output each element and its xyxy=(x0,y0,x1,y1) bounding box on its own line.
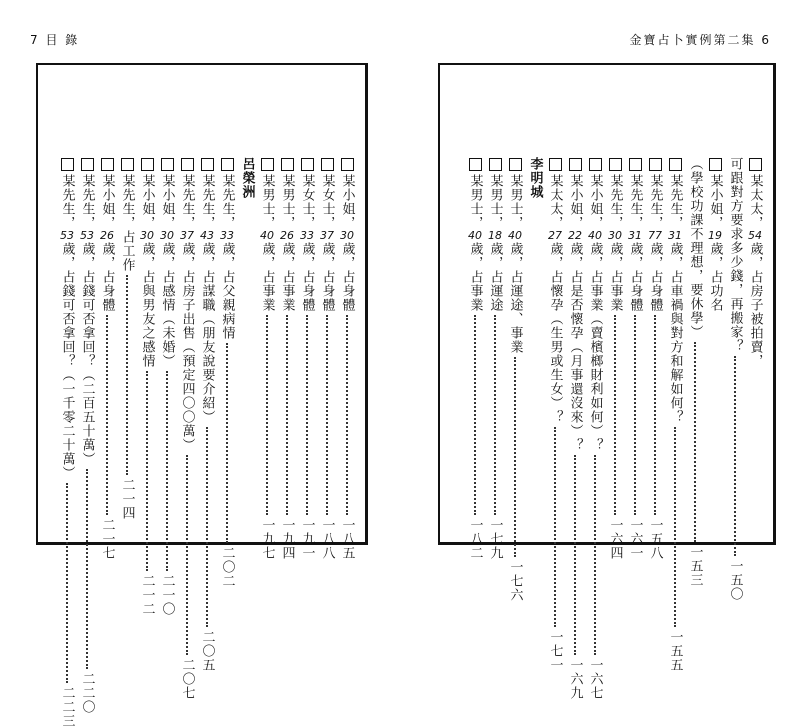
toc-page-number: 一八八 xyxy=(319,518,335,560)
toc-entry-age: 26 xyxy=(280,229,294,242)
checkbox-square-icon xyxy=(469,158,482,171)
toc-column xyxy=(605,157,625,560)
toc-entry-topic: 歲，占謀職（朋友說要介紹） xyxy=(199,242,215,424)
toc-column xyxy=(157,157,177,616)
leader-dots xyxy=(206,427,208,627)
toc-entry-age: 40 xyxy=(468,229,482,242)
leader-dots xyxy=(146,371,148,571)
toc-entry-subject: 某男士， xyxy=(467,174,483,230)
leader-dots xyxy=(286,315,288,515)
toc-entry-subject: 某小姐， xyxy=(339,174,355,230)
leader-dots xyxy=(654,315,656,515)
toc-page-number: 一五〇 xyxy=(727,559,743,601)
right-page-frame xyxy=(438,63,776,700)
toc-entry-age: 27 xyxy=(548,229,562,242)
toc-entry-subject: 某太太， xyxy=(547,174,563,230)
toc-entry-topic: 歲，占事業（賣檳榔財利如何）？ xyxy=(587,242,603,452)
toc-entry-topic: 歲，占父親病情 xyxy=(219,242,235,340)
toc-column xyxy=(217,157,237,588)
checkbox-square-icon xyxy=(101,158,114,171)
toc-entry-age: 37 xyxy=(180,229,194,242)
toc-page-number: 一六一 xyxy=(627,518,643,560)
checkbox-square-icon xyxy=(301,158,314,171)
toc-entry-subject: 某先生， xyxy=(607,174,623,230)
toc-entry-age: 33 xyxy=(220,229,234,242)
checkbox-square-icon xyxy=(649,158,662,171)
checkbox-square-icon xyxy=(221,158,234,171)
toc-entry-age: 53 xyxy=(80,229,94,242)
toc-page-number: 一五五 xyxy=(667,630,683,672)
toc-entry-topic: 歲，占身體 xyxy=(319,242,335,312)
toc-entry-topic: 歲，占是否懷孕（月事還沒來）？ xyxy=(567,242,583,452)
checkbox-square-icon xyxy=(629,158,642,171)
leader-dots xyxy=(186,455,188,655)
checkbox-square-icon xyxy=(609,158,622,171)
toc-page-number: 一七九 xyxy=(487,518,503,560)
checkbox-square-icon xyxy=(261,158,274,171)
toc-entry-subject: 某太太， xyxy=(747,174,763,230)
toc-entry-age: 31 xyxy=(668,229,682,242)
toc-entry-topic: 歲，占感情（未婚） xyxy=(159,242,175,368)
toc-page-number: 二二三 xyxy=(59,686,75,728)
toc-entry-subject: 某先生， xyxy=(219,174,235,230)
toc-column xyxy=(465,157,485,560)
toc-page-number: 二一七 xyxy=(99,518,115,560)
toc-entry-subject: 某先生， xyxy=(59,174,75,230)
page-header-right: 金寶占卜實例第二集 6 xyxy=(629,33,771,47)
toc-entry-topic: 占工作 xyxy=(119,230,135,272)
toc-page-number: 一六七 xyxy=(587,658,603,700)
toc-entry-age: 33 xyxy=(300,229,314,242)
leader-dots xyxy=(326,315,328,515)
checkbox-square-icon xyxy=(281,158,294,171)
toc-column xyxy=(565,157,585,700)
toc-column xyxy=(745,157,765,368)
toc-entry-age: 31 xyxy=(628,229,642,242)
checkbox-square-icon xyxy=(669,158,682,171)
toc-page-number: 一八二 xyxy=(467,518,483,560)
toc-entry-continuation: （學校功課不理想，要休學） xyxy=(687,157,703,339)
toc-column xyxy=(625,157,645,560)
toc-entry-age: 40 xyxy=(260,229,274,242)
toc-entry-subject: 某小姐， xyxy=(567,174,583,230)
leader-dots xyxy=(554,427,556,627)
leader-dots xyxy=(346,315,348,515)
toc-column xyxy=(645,157,665,560)
toc-page-number: 二一〇 xyxy=(159,574,175,616)
leader-dots xyxy=(266,315,268,515)
leader-dots xyxy=(674,427,676,627)
toc-entry-age: 40 xyxy=(508,229,522,242)
checkbox-square-icon xyxy=(321,158,334,171)
toc-column xyxy=(685,157,705,587)
toc-entry-topic: 歲，占身體 xyxy=(647,242,663,312)
toc-entry-subject: 某小姐， xyxy=(139,174,155,230)
leader-dots xyxy=(86,469,88,669)
toc-entry-topic: 歲，占事業 xyxy=(259,242,275,312)
toc-entry-subject: 某先生， xyxy=(627,174,643,230)
checkbox-square-icon xyxy=(121,158,134,171)
toc-entry-subject: 某女士， xyxy=(299,174,315,230)
checkbox-square-icon xyxy=(201,158,214,171)
checkbox-square-icon xyxy=(509,158,522,171)
toc-entry-age: 54 xyxy=(748,229,762,242)
toc-column xyxy=(485,157,505,560)
toc-entry-subject: 某先生， xyxy=(119,174,135,230)
toc-entry-age: 53 xyxy=(60,229,74,242)
toc-column xyxy=(545,157,565,672)
toc-page-number: 一六四 xyxy=(607,518,623,560)
checkbox-square-icon xyxy=(709,158,722,171)
toc-entry-age: 26 xyxy=(100,229,114,242)
toc-page-number: 一六九 xyxy=(567,658,583,700)
checkbox-square-icon xyxy=(549,158,562,171)
toc-column xyxy=(277,157,297,560)
checkbox-square-icon xyxy=(749,158,762,171)
toc-page-number: 一九七 xyxy=(259,518,275,560)
toc-entry-subject: 某男士， xyxy=(487,174,503,230)
leader-dots xyxy=(734,356,736,556)
toc-page-number: 二〇二 xyxy=(219,546,235,588)
toc-entry-topic: 歲，占功名 xyxy=(707,242,723,312)
toc-entry-topic: 歲，占車禍與對方和解如何？ xyxy=(667,242,683,424)
toc-column xyxy=(177,157,197,700)
toc-column xyxy=(665,157,685,672)
toc-entry-topic: 歲，占房子被拍賣， xyxy=(747,242,763,368)
toc-column xyxy=(317,157,337,560)
toc-entry-continuation: 可跟對方要求多少錢，再搬家？ xyxy=(727,157,743,353)
toc-entry-topic: 歲，占身體 xyxy=(627,242,643,312)
toc-column xyxy=(57,157,77,728)
toc-entry-topic: 歲，占錢可否拿回？（一千零二十萬） xyxy=(59,242,75,480)
toc-entry-topic: 歲，占與男友之感情 xyxy=(139,242,155,368)
toc-entry-topic: 歲，占運途、事業 xyxy=(507,242,523,354)
toc-page-number: 二二〇 xyxy=(79,672,95,714)
toc-entry-subject: 某男士， xyxy=(259,174,275,230)
toc-column xyxy=(257,157,277,560)
toc-page-number: 二一四 xyxy=(119,478,135,520)
toc-column xyxy=(525,157,545,199)
toc-entry-age: 18 xyxy=(488,229,502,242)
checkbox-square-icon xyxy=(181,158,194,171)
leader-dots xyxy=(66,483,68,683)
toc-column xyxy=(505,157,525,602)
toc-column xyxy=(705,157,725,312)
leader-dots xyxy=(574,455,576,655)
toc-entry-age: 43 xyxy=(200,229,214,242)
toc-entry-subject: 某男士， xyxy=(279,174,295,230)
toc-page-number: 一五八 xyxy=(647,518,663,560)
toc-entry-subject: 某女士， xyxy=(319,174,335,230)
toc-page-number: 一八五 xyxy=(339,518,355,560)
checkbox-square-icon xyxy=(141,158,154,171)
left-toc-columns xyxy=(57,157,357,728)
toc-column xyxy=(585,157,605,700)
toc-entry-topic: 歲，占事業 xyxy=(607,242,623,312)
leader-dots xyxy=(226,343,228,543)
toc-page-number: 一七六 xyxy=(507,560,523,602)
leader-dots xyxy=(166,371,168,571)
right-toc-columns xyxy=(465,157,765,700)
toc-column xyxy=(97,157,117,560)
checkbox-square-icon xyxy=(489,158,502,171)
checkbox-square-icon xyxy=(161,158,174,171)
checkbox-square-icon xyxy=(81,158,94,171)
toc-entry-age: 37 xyxy=(320,229,334,242)
checkbox-square-icon xyxy=(569,158,582,171)
leader-dots xyxy=(106,315,108,515)
toc-entry-age: 30 xyxy=(340,229,354,242)
toc-entry-subject: 某先生， xyxy=(79,174,95,230)
toc-entry-topic: 歲，占身體 xyxy=(339,242,355,312)
toc-entry-subject: 某先生， xyxy=(667,174,683,230)
toc-entry-subject: 某先生， xyxy=(199,174,215,230)
toc-entry-topic: 歲，占運途 xyxy=(487,242,503,312)
toc-column xyxy=(237,157,257,199)
toc-entry-subject: 某先生， xyxy=(647,174,663,230)
leader-dots xyxy=(594,455,596,655)
toc-entry-topic: 歲，占事業 xyxy=(467,242,483,312)
section-author: 李明城 xyxy=(527,157,543,199)
leader-dots xyxy=(694,342,696,542)
toc-page-number: 二一二 xyxy=(139,574,155,616)
checkbox-square-icon xyxy=(589,158,602,171)
toc-page-number: 二〇七 xyxy=(179,658,195,700)
checkbox-square-icon xyxy=(341,158,354,171)
toc-entry-subject: 某小姐， xyxy=(159,174,175,230)
toc-entry-topic: 歲，占錢可否拿回？（二百五十萬） xyxy=(79,242,95,466)
toc-page-number: 一七一 xyxy=(547,630,563,672)
toc-entry-subject: 某小姐， xyxy=(99,174,115,230)
toc-entry-subject: 某先生， xyxy=(179,174,195,230)
toc-entry-age: 77 xyxy=(648,229,662,242)
toc-column xyxy=(77,157,97,714)
toc-entry-age: 22 xyxy=(568,229,582,242)
toc-column xyxy=(117,157,137,520)
toc-entry-age: 30 xyxy=(140,229,154,242)
toc-entry-age: 19 xyxy=(708,229,722,242)
toc-entry-topic: 歲，占身體 xyxy=(99,242,115,312)
toc-page-number: 一九一 xyxy=(299,518,315,560)
toc-entry-age: 30 xyxy=(160,229,174,242)
leader-dots xyxy=(494,315,496,515)
left-page-frame xyxy=(36,63,368,728)
page-header-left: 7 目 錄 xyxy=(30,33,80,47)
leader-dots xyxy=(634,315,636,515)
toc-entry-topic: 歲，占身體 xyxy=(299,242,315,312)
section-author: 呂榮洲 xyxy=(239,157,255,199)
toc-page-number: 一九四 xyxy=(279,518,295,560)
leader-dots xyxy=(514,357,516,557)
toc-column xyxy=(137,157,157,616)
toc-column xyxy=(725,157,745,601)
leader-dots xyxy=(614,315,616,515)
toc-entry-subject: 某男士， xyxy=(507,174,523,230)
toc-page-number: 二〇五 xyxy=(199,630,215,672)
toc-entry-topic: 歲，占懷孕（生男或生女）？ xyxy=(547,242,563,424)
leader-dots xyxy=(474,315,476,515)
toc-entry-subject: 某小姐， xyxy=(587,174,603,230)
toc-entry-subject: 某小姐， xyxy=(707,174,723,230)
toc-entry-age: 40 xyxy=(588,229,602,242)
toc-column xyxy=(297,157,317,560)
leader-dots xyxy=(306,315,308,515)
toc-page-number: 一五三 xyxy=(687,545,703,587)
toc-entry-age: 30 xyxy=(608,229,622,242)
leader-dots xyxy=(126,275,128,475)
toc-column xyxy=(337,157,357,560)
toc-column xyxy=(197,157,217,672)
checkbox-square-icon xyxy=(61,158,74,171)
toc-entry-topic: 歲，占事業 xyxy=(279,242,295,312)
toc-entry-topic: 歲，占房子出售（預定四〇〇萬） xyxy=(179,242,195,452)
